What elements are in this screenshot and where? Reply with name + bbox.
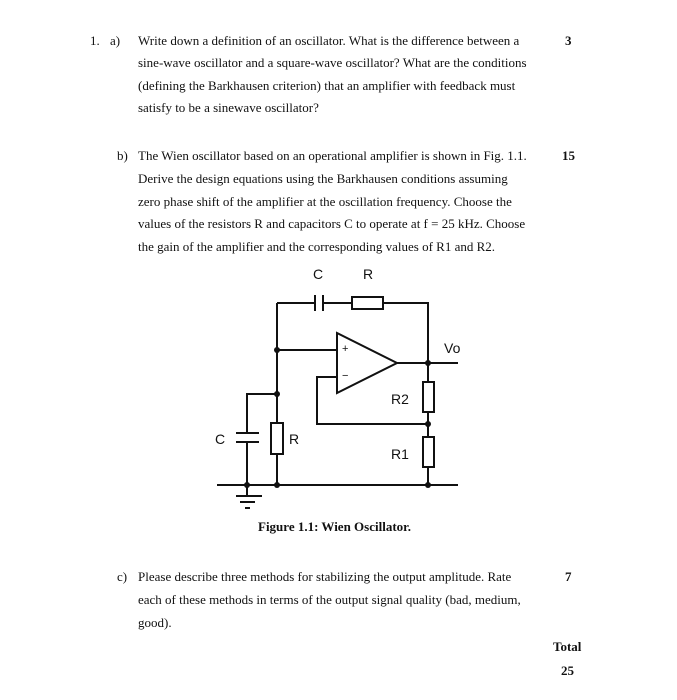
part-a-line: satisfy to be a sinewave oscillator?	[138, 100, 319, 115]
label-plus: +	[342, 343, 349, 355]
part-b-line: values of the resistors R and capacitors C to operate at f = 25 kHz. Choose	[138, 216, 526, 231]
total-value: 25	[561, 663, 574, 678]
part-b-line: Derive the design equations using the Barkhausen conditions assuming	[138, 171, 508, 186]
label-minus: −	[342, 370, 349, 382]
label-r2: R2	[391, 391, 409, 407]
part-c-line: Please describe three methods for stabilizing the output amplitude. Rate	[138, 569, 512, 584]
part-a-marks: 3	[565, 33, 572, 48]
part-a-label: a)	[110, 33, 121, 48]
part-a-line: sine-wave oscillator and a square-wave oscillator? What are the conditions	[138, 55, 527, 70]
part-c-line: good).	[138, 615, 172, 630]
part-c-label: c)	[117, 569, 128, 584]
part-a-line: Write down a definition of an oscillator. What is the difference between a	[138, 33, 520, 48]
part-b-line: zero phase shift of the amplifier at the oscillation frequency. Choose the	[138, 194, 512, 209]
part-b-line: the gain of the amplifier and the corresponding values of R1 and R2.	[138, 239, 496, 254]
label-c-left: C	[215, 431, 226, 447]
label-r-top: R	[363, 266, 374, 282]
part-c-line: each of these methods in terms of the output signal quality (bad, medium,	[138, 592, 521, 607]
question-number: 1.	[90, 33, 100, 48]
label-r1: R1	[391, 446, 409, 462]
part-b-line: The Wien oscillator based on an operational amplifier is shown in Fig. 1.1.	[138, 148, 527, 163]
part-a-line: (defining the Barkhausen criterion) that an amplifier with feedback must	[138, 78, 516, 93]
label-c-top: C	[313, 266, 324, 282]
total-label: Total	[553, 639, 582, 654]
label-vo: Vo	[444, 340, 461, 356]
figure-caption: Figure 1.1: Wien Oscillator.	[258, 519, 411, 534]
part-b-label: b)	[117, 148, 128, 163]
part-b-marks: 15	[562, 148, 575, 163]
part-c-marks: 7	[565, 569, 572, 584]
label-r-left: R	[289, 431, 300, 447]
